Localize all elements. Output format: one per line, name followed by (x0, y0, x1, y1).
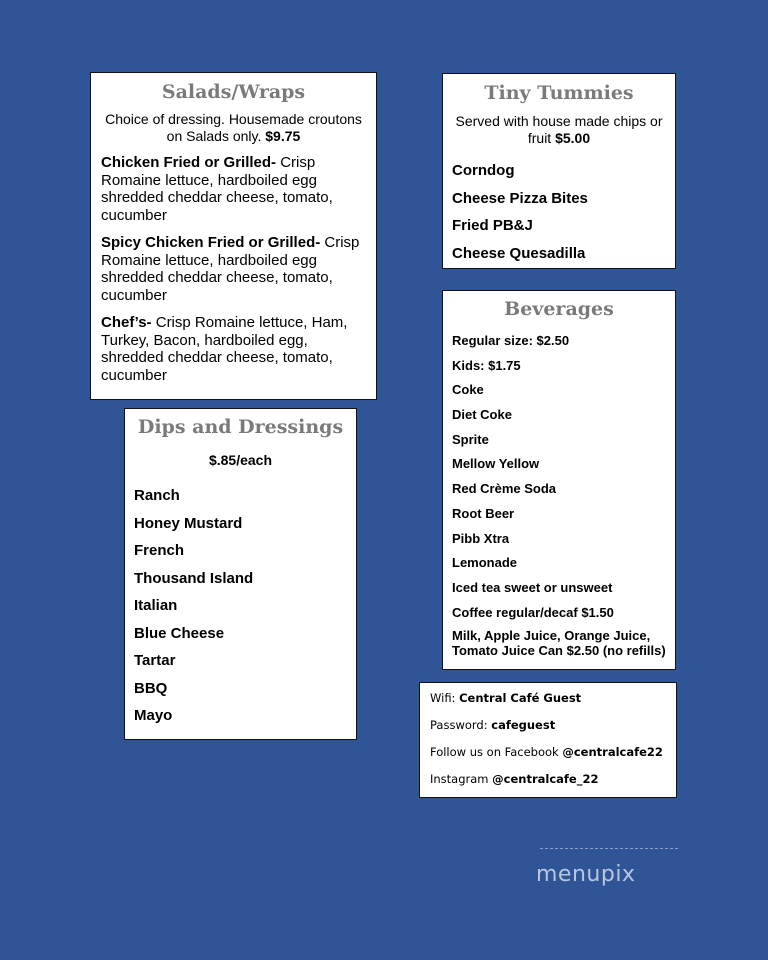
facebook-label: Follow us on Facebook (430, 745, 563, 759)
beverage-item: Sprite (452, 431, 489, 447)
beverage-regular-size: Regular size: $2.50 (452, 333, 570, 348)
menupix-watermark (530, 848, 680, 908)
salad-item-name: Chicken Fried or Grilled- (101, 154, 277, 171)
salad-item (101, 314, 366, 384)
instagram-label: Instagram (430, 772, 493, 786)
beverage-item: Red Crème Soda (452, 481, 557, 497)
beverage-juice (452, 628, 666, 658)
beverage-item: Lemonade (452, 555, 518, 571)
dip-item: French (134, 542, 185, 559)
salad-item-name: Spicy Chicken Fried or Grilled- (101, 234, 321, 251)
tiny-tummies-subtitle (452, 113, 666, 147)
salad-item-desc: Crisp Romaine lettuce, hardboiled egg shredded cheddar cheese, tomato, cucumber (101, 154, 333, 224)
juice-note: (no refills) (602, 643, 666, 659)
salads-wraps-title: Salads/Wraps (161, 81, 306, 103)
beverages-title: Beverages (504, 298, 614, 320)
dip-item: Tartar (134, 652, 176, 669)
salad-item-name: Chef’s- (101, 314, 152, 331)
beverage-coffee (452, 604, 666, 629)
facebook-line (430, 743, 666, 770)
beverage-item: Pibb Xtra (452, 530, 510, 546)
salad-item-desc: Crisp Romaine lettuce, hardboiled egg shredded cheddar cheese, tomato, cucumber (101, 234, 360, 304)
salad-item-desc: Crisp Romaine lettuce, Ham, Turkey, Bacon, hardboiled egg, shredded cheddar cheese, tomato, cucumber (101, 314, 348, 384)
password-label: Password: (430, 718, 492, 732)
salads-price: $9.75 (265, 128, 301, 144)
dip-item: BBQ (134, 679, 168, 697)
watermark-logo-text: menupix (536, 862, 636, 887)
watermark-dashed-line (540, 848, 678, 849)
dips-dressings-title: Dips and Dressings (137, 416, 344, 438)
beverages-section (442, 290, 676, 670)
beverage-item: Mellow Yellow (452, 456, 540, 472)
dip-item: Mayo (134, 707, 173, 724)
wifi-line (430, 689, 666, 716)
coffee-price: $1.50 (581, 604, 614, 620)
instagram-handle: @centralcafe_22 (492, 772, 599, 786)
salads-wraps-subtitle (101, 111, 366, 145)
dip-item: Ranch (134, 487, 180, 504)
wifi-value: Central Café Guest (459, 691, 582, 705)
beverage-kids-size: Kids: $1.75 (452, 357, 521, 373)
juice-price: $2.50 (566, 643, 600, 659)
tiny-tummies-title: Tiny Tummies (484, 82, 634, 104)
beverage-item: Iced tea sweet or unsweet (452, 579, 613, 595)
tiny-price: $5.00 (555, 130, 591, 146)
salads-subtitle-text: Choice of dressing. Housemade croutons on Salads only. (105, 111, 362, 144)
wifi-label: Wifi: (430, 691, 460, 705)
dips-dressings-section (124, 408, 357, 740)
facebook-handle: @centralcafe22 (562, 745, 663, 759)
dip-item: Thousand Island (134, 569, 254, 587)
dip-item: Italian (134, 597, 178, 614)
tiny-item: Cheese Pizza Bites (452, 189, 588, 207)
dip-item: Honey Mustard (134, 514, 243, 532)
salad-item (101, 154, 366, 224)
tiny-item: Cheese Quesadilla (452, 244, 586, 262)
beverage-item: Coke (452, 382, 484, 398)
dip-item: Blue Cheese (134, 624, 225, 642)
password-line (430, 716, 666, 743)
dips-price: $.85/each (208, 452, 273, 468)
juice-label: Milk, Apple Juice, Orange Juice, Tomato Juice Can (452, 628, 651, 659)
tiny-subtitle-text: Served with house made chips or fruit (455, 113, 663, 146)
tiny-item: Fried PB&J (452, 217, 533, 234)
tiny-tummies-section (442, 73, 676, 269)
wifi-social-section (419, 682, 677, 798)
salad-item (101, 234, 366, 304)
password-value: cafeguest (491, 718, 556, 732)
beverage-item: Diet Coke (452, 407, 512, 423)
tiny-item: Corndog (452, 162, 515, 179)
salads-wraps-section (90, 72, 377, 400)
coffee-label: Coffee regular/decaf (452, 604, 578, 620)
instagram-line (430, 770, 666, 797)
beverage-item: Root Beer (452, 505, 515, 521)
